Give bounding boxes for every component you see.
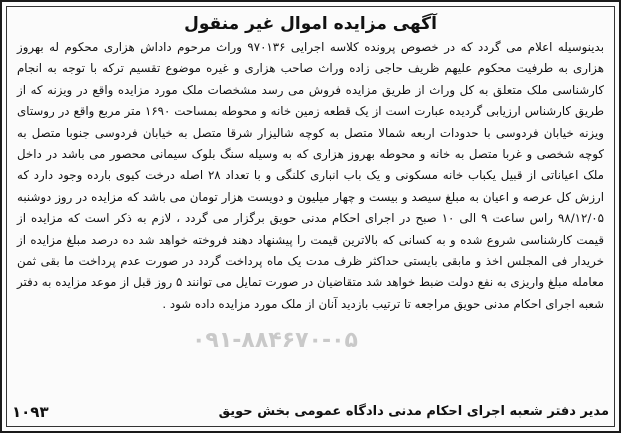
notice-footer <box>12 401 609 425</box>
notice-title: آگهی مزایده اموال غیر منقول <box>184 14 437 34</box>
notice-frame <box>6 6 615 427</box>
notice-signature: مدیر دفتر شعبه اجرای احکام مدنی دادگاه عمومی بخش حویق <box>218 404 609 419</box>
notice-body: بدینوسیله اعلام می گردد که در خصوص پرونده کلاسه اجرایی ۹۷۰۱۳۶ وراث مرحوم داداش هزاری محکوم له بهروز هزاری به طرفیت محکوم علیهم ظریف حاجی زاده وراث صاحب هزاری و غیره موضوع تقسیم ترکه با توجه به انجام کارشناسی ملک متعلق به کل وراث از طریق مزایده فروش می رسد مشخصات ملک مورد مزایده واقع در ویزنه که از طریق کارشناس ارزیابی گردیده عبارت است از یک قطعه زمین خانه و محوطه بمساحت ۱۶۹۰ متر مربع واقع در روستای ویزنه خیابان فردوسی با حدودات اربعه شمالا متصل به کوچه شالیزار شرقا متصل به خیابان فردوسی جنوبا متصل به کوچه شخصی و غربا متصل به خانه و محوطه بهروز هزاری که به وسیله سنگ بلوک سیمانی محصور می باشد در داخل ملک اعیاناتی از قبیل یکباب خانه مسکونی و یک باب انباری کلنگی و با تعداد ۲۸ اصله درخت کیوی بارده وجود دارد که ارزش کل عرصه و اعیان به مبلغ سیصد و بیست و چهار میلیون و دویست هزار تومان می باشد که مزایده در روز دوشنبه ۹۸/۱۲/۰۵ راس ساعت ۹ الی ۱۰ صبح در اجرای احکام مدنی حویق برگزار می گردد ، لازم به ذکر است که مزایده از قیمت کارشناسی شروع شده و به کسانی که بالاترین قیمت را پیشنهاد دهند فروخته خواهد شد ده درصد مبلغ مزایده از خریدار فی المجلس اخذ و مابقی بایستی حداکثر ظرف مدت یک ماه پرداخت گردد در صورت عدم پرداخت ما بقی ثمن معامله مبلغ واریزی به نفع دولت ضبط خواهد شد متقاضیان در صورت تمایل می توانند ۵ روز قبل از موعد مزایده به دفتر شعبه اجرای احکام مدنی حویق مراجعه تا ترتیب بازدید آنان از ملک مورد مزایده داده شود . <box>17 40 604 311</box>
ad-code: ۱۰۹۳ <box>12 403 49 421</box>
watermark-phone: ۰۹۱-۸۸۴۶۷۰-۰۵ <box>192 328 358 353</box>
